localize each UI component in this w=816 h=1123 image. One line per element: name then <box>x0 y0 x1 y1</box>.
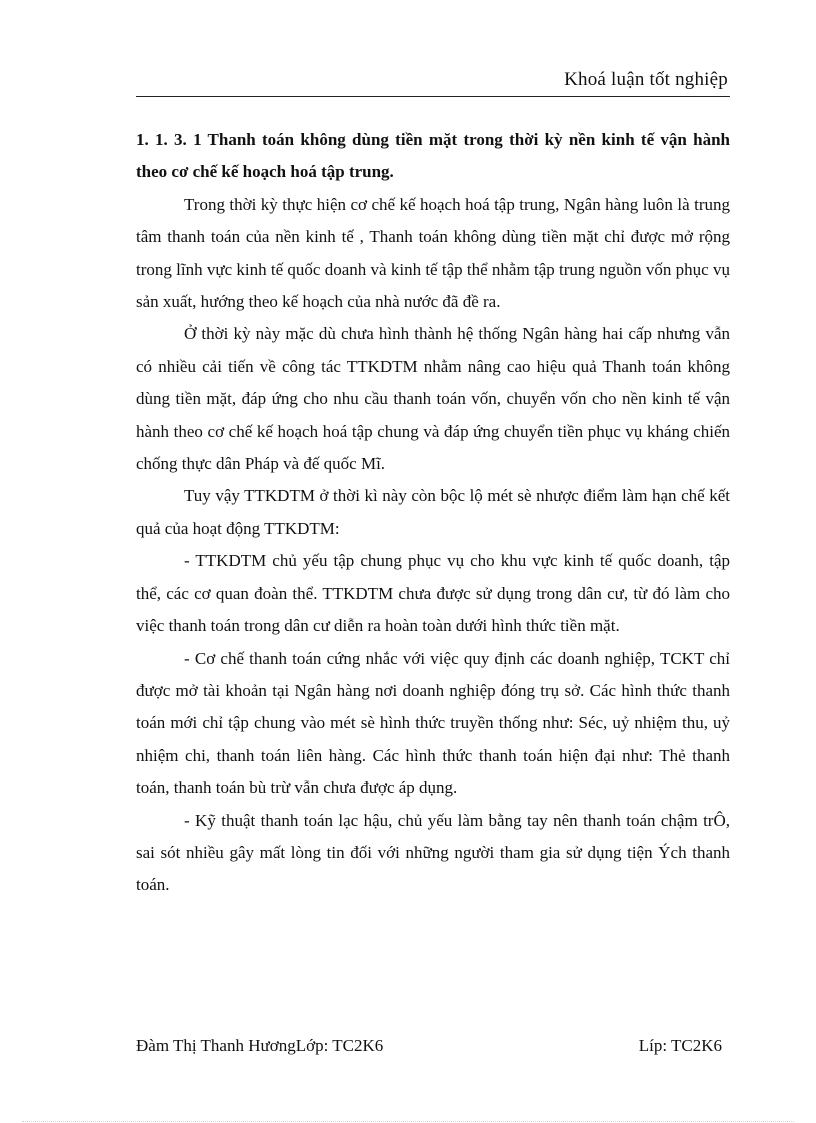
bullet-paragraph: - TTKDTM chủ yếu tập chung phục vụ cho khu vực kinh tế quốc doanh, tập thể, các cơ quan đoàn thể. TTKDTM chưa được sử dụng trong dân cư, từ đó làm cho việc thanh toán trong dân cư diễn ra hoàn toàn dưới hình thức tiền mặt. <box>136 551 730 636</box>
bullet-paragraph: - Cơ chế thanh toán cứng nhắc với việc quy định các doanh nghiệp, TCKT chỉ được mở tài khoản tại Ngân hàng nơi doanh nghiệp đóng trụ sở. Các hình thức thanh toán mới chỉ tập chung vào mét sè hình thức truyền thống như: Séc, uỷ nhiệm thu, uỷ nhiệm chi, thanh toán liên hàng. Các hình thức thanh toán hiện đại như: Thẻ thanh toán, thanh toán bù trừ vẫn chưa được áp dụng. <box>136 648 730 798</box>
section-heading: 1. 1. 3. 1 Thanh toán không dùng tiền mặt trong thời kỳ nền kinh tế vận hành theo cơ chế kế hoạch hoá tập trung. <box>136 130 730 182</box>
page-header <box>136 68 730 97</box>
footer-author: Đàm Thị Thanh HươngLớp: TC2K6 <box>136 1036 384 1055</box>
page-body <box>136 124 730 902</box>
paragraph: Ở thời kỳ này mặc dù chưa hình thành hệ thống Ngân hàng hai cấp nhưng vẫn có nhiều cải tiến về công tác TTKDTM nhằm nâng cao hiệu quả Thanh toán không dùng tiền mặt, đáp ứng cho nhu cầu thanh toán vốn, chuyển vốn cho nền kinh tế vận hành theo cơ chế kế hoạch hoá tập chung và đáp ứng chuyển tiền phục vụ kháng chiến chống thực dân Pháp và đế quốc Mĩ. <box>136 324 730 474</box>
page-bottom-divider <box>22 1121 794 1122</box>
bullet-paragraph: - Kỹ thuật thanh toán lạc hậu, chủ yếu làm bằng tay nên thanh toán chậm trÔ, sai sót nhiều gây mất lòng tin đối với những người tham gia sử dụng tiện Ých thanh toán. <box>136 810 730 895</box>
paragraph: Trong thời kỳ thực hiện cơ chế kế hoạch hoá tập trung, Ngân hàng luôn là trung tâm thanh toán của nền kinh tế , Thanh toán không dùng tiền mặt chỉ được mở rộng trong lĩnh vực kinh tế quốc doanh và kinh tế tập thể nhằm tập trung nguồn vốn phục vụ sản xuất, hướng theo kế hoạch của nhà nước đã đề ra. <box>136 194 730 312</box>
footer-class: Líp: TC2K6 <box>638 1036 722 1055</box>
paragraph: Tuy vậy TTKDTM ở thời kì này còn bộc lộ mét sè nhược điểm làm hạn chế kết quả của hoạt động TTKDTM: <box>136 486 730 538</box>
header-title: Khoá luận tốt nghiệp <box>564 69 728 90</box>
